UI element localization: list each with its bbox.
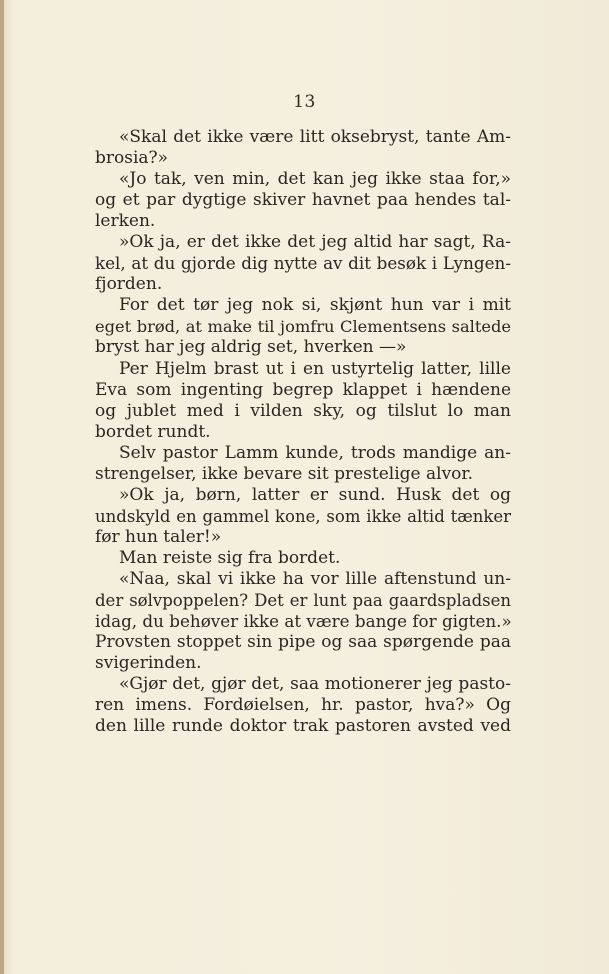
text-line: eget brød, at make til jomfru Clementsens saltede	[95, 317, 511, 337]
text-line: bordet rundt.	[95, 421, 211, 442]
text-line: »Ok ja, børn, latter er sund. Husk det og	[119, 484, 511, 505]
text-line: kel, at du gjorde dig nytte av dit besøk i Lyngen-	[95, 253, 511, 274]
text-line: «Naa, skal vi ikke ha vor lille aftenstund un-	[119, 568, 511, 589]
page-number: 13	[293, 92, 316, 112]
text-line: «Gjør det, gjør det, saa motionerer jeg pasto-	[119, 674, 511, 695]
text-line: og jublet med i vilden sky, og tilslut lo man	[95, 400, 511, 421]
text-line: ren imens. Fordøielsen, hr. pastor, hva?» Og	[95, 695, 511, 716]
text-line: »Ok ja, er det ikke det jeg altid har sagt, Ra-	[119, 232, 511, 253]
text-line: fjorden.	[95, 274, 163, 295]
text-line: den lille runde doktor trak pastoren avsted ved	[95, 716, 511, 737]
text-line: Per Hjelm brast ut i en ustyrtelig latter, lille	[119, 358, 511, 379]
text-line: bryst har jeg aldrig set, hverken —»	[95, 337, 407, 358]
text-line: Eva som ingenting begrep klappet i hændene	[95, 379, 511, 400]
text-line: der sølvpoppelen? Det er lunt paa gaardspladsen	[95, 591, 511, 611]
text-line: og et par dygtige skiver havnet paa hendes tal-	[95, 190, 511, 211]
text-line: strengelser, ikke bevare sit prestelige alvor.	[95, 463, 474, 484]
text-line: før hun taler!»	[95, 526, 222, 547]
text-line: brosia?»	[95, 148, 169, 169]
text-line: «Skal det ikke være litt oksebryst, tante Am-	[119, 127, 511, 147]
text-line: idag, du behøver ikke at være bange for gigten.»	[95, 611, 512, 632]
body-text	[95, 127, 511, 737]
page-binding-edge	[0, 0, 4, 974]
text-line: Provsten stoppet sin pipe og saa spørgende paa	[95, 632, 511, 653]
text-line: For det tør jeg nok si, skjønt hun var i mit	[119, 295, 511, 316]
text-line: Man reiste sig fra bordet.	[119, 547, 341, 568]
text-line: Selv pastor Lamm kunde, trods mandige an-	[119, 442, 511, 463]
text-line: svigerinden.	[95, 653, 202, 674]
text-line: lerken.	[95, 211, 156, 232]
text-line: «Jo tak, ven min, det kan jeg ikke staa for,»	[119, 169, 511, 190]
text-line: undskyld en gammel kone, som ikke altid tænker	[95, 506, 511, 526]
